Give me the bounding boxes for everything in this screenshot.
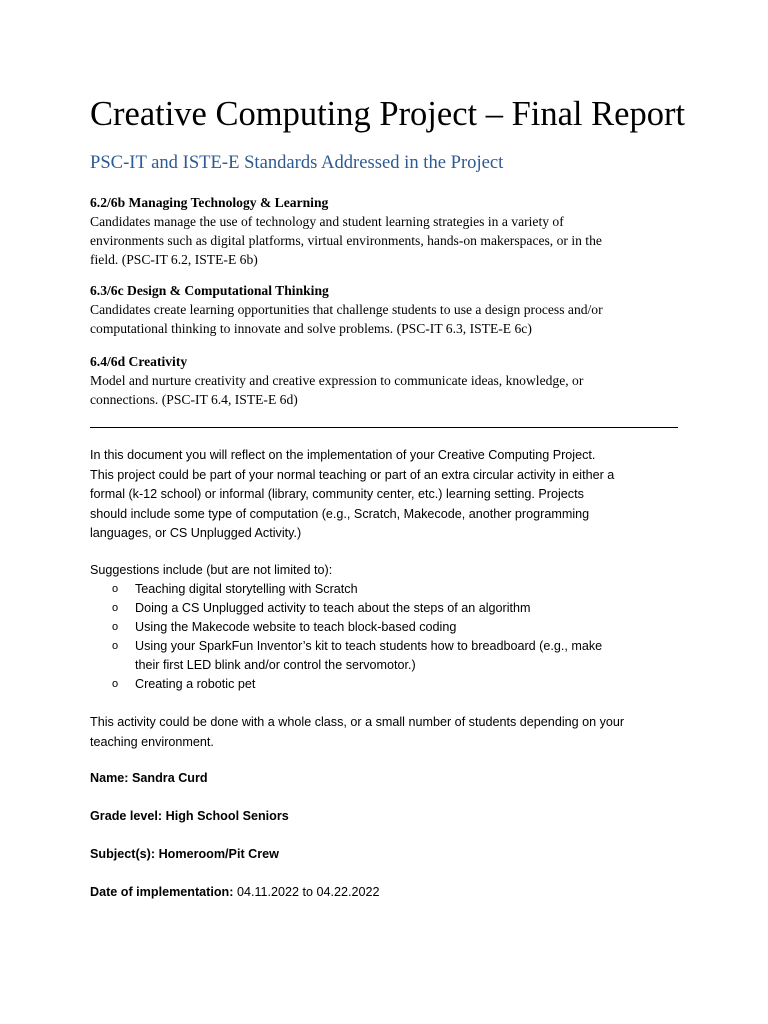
date-value: 04.11.2022 to 04.22.2022 <box>236 885 380 899</box>
list-item <box>90 618 690 637</box>
standard-section-6b <box>90 194 680 269</box>
standard-section-6c <box>90 282 680 338</box>
list-item-text: Creating a robotic pet <box>135 677 256 691</box>
document-title: Creative Computing Project – Final Report <box>90 95 686 133</box>
list-item <box>90 599 690 618</box>
suggestions-lead <box>90 561 690 581</box>
name-field <box>90 768 208 788</box>
bullet-icon: o <box>112 602 119 614</box>
standard-text-line: field. (PSC-IT 6.2, ISTE-E 6b) <box>90 252 258 267</box>
standard-text-line: Model and nurture creativity and creative expression to communicate ideas, knowledge, or <box>90 373 584 388</box>
list-item <box>90 675 690 694</box>
list-item-text: Teaching digital storytelling with Scratch <box>135 582 358 596</box>
intro-line: This project could be part of your normal teaching or part of an extra circular activity in either a <box>90 467 615 482</box>
activity-note-line: teaching environment. <box>90 734 214 749</box>
intro-line: should include some type of computation (e.g., Scratch, Makecode, another programming <box>90 506 590 521</box>
date-of-implementation-field <box>90 882 380 902</box>
bullet-icon: o <box>112 583 119 595</box>
grade-level-label: Grade level: <box>90 809 166 823</box>
bullet-icon: o <box>112 640 119 652</box>
standard-text-line: Candidates manage the use of technology and student learning strategies in a variety of <box>90 214 564 229</box>
subject-field <box>90 844 279 864</box>
list-item <box>90 637 690 675</box>
standard-heading: 6.2/6b Managing Technology & Learning <box>90 195 329 210</box>
standard-heading: 6.3/6c Design & Computational Thinking <box>90 283 329 298</box>
document-subtitle: PSC-IT and ISTE-E Standards Addressed in the Project <box>90 152 504 173</box>
suggestions-lead-text: Suggestions include (but are not limited to): <box>90 563 333 577</box>
list-item-text: Doing a CS Unplugged activity to teach about the steps of an algorithm <box>135 601 531 615</box>
standard-section-6d <box>90 353 680 409</box>
grade-level-field <box>90 806 289 826</box>
subject-value: Homeroom/Pit Crew <box>158 847 279 861</box>
suggestions-list <box>90 580 690 694</box>
bullet-icon: o <box>112 678 119 690</box>
intro-line: In this document you will reflect on the implementation of your Creative Computing Project. <box>90 448 596 462</box>
bullet-icon: o <box>112 621 119 633</box>
date-label: Date of implementation: <box>90 885 237 899</box>
name-label: Name: <box>90 771 132 785</box>
activity-note-line: This activity could be done with a whole class, or a small number of students depending on your <box>90 715 625 729</box>
intro-paragraph <box>90 446 690 544</box>
standard-text-line: Candidates create learning opportunities that challenge students to use a design process and/or <box>90 302 603 317</box>
intro-line: languages, or CS Unplugged Activity.) <box>90 526 302 540</box>
activity-note <box>90 713 690 752</box>
horizontal-divider <box>90 427 678 428</box>
list-item-text: their first LED blink and/or control the servomotor.) <box>135 658 416 672</box>
standard-text-line: environments such as digital platforms, virtual environments, hands-on makerspaces, or in the <box>90 233 602 248</box>
list-item-text: Using the Makecode website to teach block-based coding <box>135 620 457 634</box>
standard-heading: 6.4/6d Creativity <box>90 354 188 369</box>
standard-text-line: computational thinking to innovate and solve problems. (PSC-IT 6.3, ISTE-E 6c) <box>90 321 532 336</box>
standard-text-line: connections. (PSC-IT 6.4, ISTE-E 6d) <box>90 392 298 407</box>
name-value: Sandra Curd <box>132 771 208 785</box>
subject-label: Subject(s): <box>90 847 159 861</box>
list-item-text: Using your SparkFun Inventor’s kit to teach students how to breadboard (e.g., make <box>135 639 603 653</box>
list-item <box>90 580 690 599</box>
intro-line: formal (k-12 school) or informal (library, community center, etc.) learning setting. Projects <box>90 487 584 501</box>
grade-level-value: High School Seniors <box>165 809 289 823</box>
